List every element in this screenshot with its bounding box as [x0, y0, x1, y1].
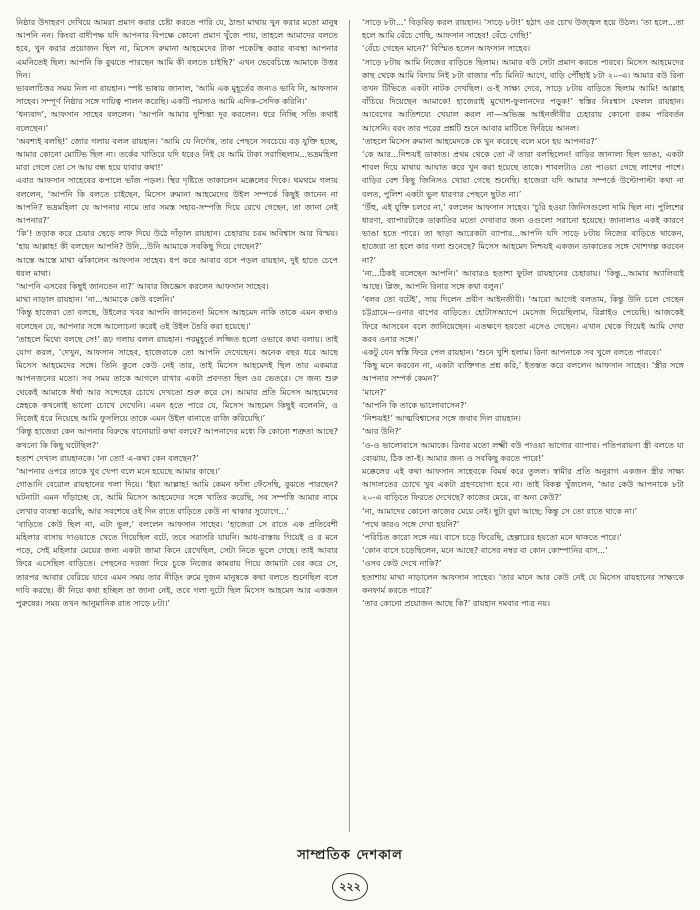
paragraph: একটু যেন স্বস্তি ফিরে পেল রায়হান। ‘শুনে খুশি হলাম। রিনা আপনাকে সব খুলে বলতে পারবে।’ — [362, 347, 662, 358]
paragraph: ‘সাড়ে ৮টা...’ বিড়বিড় করল রায়হান। ‘সাড়ে ৮টা!’ হঠাৎ ওর চোখ উজ্জ্বল হয়ে উঠল। ‘তা হলে...তা হলে আমি বেঁচে গেছি, আফসান সাহেব! বেঁচে গেছি!’ — [362, 17, 684, 41]
paragraph: মক্কেলের এই কথা আফসান সাহেবকে বিমর্ষ করে তুলল। স্বামীর প্রতি অনুরাগ একজন স্ত্রীর সাক্ষ্য আদালতের চোখে খুব একটা গ্রহণযোগ্য হবে না। তাই বিকল্প খুঁজলেন, ‘আর কেউ আপনাকে ৮টা ২০-এ বাড়িতে ফিরতে দেখেছে? কাজের মেয়ে, বা অন্য কেউ?’ — [362, 465, 684, 503]
paragraph: ‘কিন্তু হাজেরা তো বলছে, উইলের খবর আপনি জানতেন! মিসেস আহমেদ নাকি তাকে এমন কথাও বলেছেন যে, আপনার সঙ্গে আলোচনা করেই ওই উইল তৈরি করা হয়েছে।’ — [16, 307, 338, 331]
paragraph: ‘নিশ্চয়ই!’ আত্মবিশ্বাসের সঙ্গে জবাব দিল রায়হান। — [362, 413, 521, 424]
paragraph: ‘কিন্তু হাজেরা কেন আপনার বিরুদ্ধে বানোয়াট কথা বলবে? আপনাদের মধ্যে কি কোনো শত্রুতা আছে? কখনো কি কিছু ঘটেছিল?’ — [16, 426, 338, 450]
paragraph: ‘বলব তো বটেই’, সায় দিলেন প্রবীণ আইনজীবী। ‘আরো আগেই বলতাম, কিন্তু উনি চলে গেছেন চট্টগ্রামে—ওনার বাপের বাড়িতে। হোটাসঅ্যাপে মেসেজ দিয়েছিলাম, রিপ্লাইও পেয়েছি। আজকেই ফিরে আসবেন বলে জানিয়েছেন। এতক্ষণে হয়তো এসেও গেছেন। এখান থেকে গিয়েই আমি দেখা করব ওনার সঙ্গে।’ — [362, 294, 684, 344]
paragraph: ‘আর উনি?’ — [362, 426, 402, 437]
paragraph: আস্তে আস্তে মাথা ঝাঁকালেন আফসান সাহেব। ধপ করে আবার বসে পড়ল রায়হান, দুই হাতে চেপে ধরল মাথা। — [16, 254, 338, 278]
paragraph: ‘মানে?’ — [362, 386, 387, 397]
paragraph: ‘ওসব কেউ দেখে নাকি?’ — [362, 558, 442, 569]
paragraph: হতাশায় মাথা নাড়ালেন আফসান সাহেব। ‘তার মানে আর কেউ নেই যে মিসেস রায়হানের সাক্ষ্যকে কনফার্ম করতে পারে?’ — [362, 571, 684, 595]
right-column — [362, 16, 684, 836]
paragraph: ‘তাহলে মিসেস রুমানা আহমেদকে কে খুন করেছে বলে মনে হয় আপনার?’ — [362, 135, 598, 146]
paragraph: ‘উঁহু, এই যুক্তি চলবে না,’ বললেন আফসান সাহেব। ‘চুরি হওয়া জিনিসগুলো দামি ছিল না। পুলিশের ধারণা, ব্যাপারটাকে ডাকাতির মতো দেখাবার জন্য ওগুলো সরানো হয়েছে। জানালাও একই কারণে ভাঙা হতে পারে। তা ছাড়া আরেকটা ব্যাপার...আপনি যদি সাড়ে ৮টায় নিজের বাড়িতে থাকেন, হাজেরা তা হলে কার গলা শুনেছে? মিসেস আহমেদ নিশ্চয়ই একজন ডাকাতের সঙ্গে খোশগল্প করবেন না?’ — [362, 201, 684, 265]
paragraph: ‘কোন বাসে চড়েছিলেন, মনে আছে? বাসের নম্বর বা কোন কোম্পানির বাস...’ — [362, 545, 608, 556]
paragraph: ‘তার কোনো প্রয়োজন আছে কি?’ রায়হান দমবার পাত্র নয়। — [362, 597, 551, 608]
paragraph: ‘ধন্যবাদ’, আফসান সাহেব বললেন। ‘আপনি আমার দুশ্চিন্তা দূর করলেন। ধরে নিচ্ছি সতি৷ কথাই বলেছেন।’ — [16, 109, 338, 133]
page-footer — [0, 846, 700, 901]
paragraph: ‘তাহলে মিথ্যে বলছে সে!’ রূঢ় গলায় বলল রায়হান। পরমুহূর্তে লজ্জিত হলো ওভাবে কথা বলায়। তাই যোগ করল, ‘দেখুন, আফসান সাহেব, হাজেরাকে তো আপনি দেখেছেন। অনেক বছর ধরে আছে মিসেস আহমেদের সঙ্গে। তিনি কুলে কেউ নেই তার, তাই মিসেস আহমেদই ছিল তার একমাত্র আপনজনের মতো। সব সময় তাকে আগলে রাখার একটা প্রবণতা ছিল ওর ভেতরে। সে জন্য শুরু থেকেই আমাকে ঈর্ষা আর সন্দেহের চোখে দেখতো শুরু করে সে। আমার প্রতি মিসেস আহমেদের স্নেহকে কখনোই ভালো চোখে দেখেনি। এমন হতে পারে যে, মিসেস আহমেদ কিছুই বলেননি, ও নিজেই ধরে নিয়েছে আমি ফুসলিয়ে তাকে এমন উইল বানাতে রাজি করিয়েছি।’ — [16, 333, 338, 424]
paragraph: ‘আপনার ওপরে তাকে খুব খেপা বলে মনে হয়েছে আমার কাছে।’ — [16, 465, 221, 476]
paragraph: ‘সাড়ে ৮টায় আমি নিজের বাড়িতে ছিলাম। আমার বউ সেটা প্রমাণ করতে পারবে। মিসেস আহমেদের কাছ থেকে আমি বিদায় নিই ৮টা বাজার পাঁচ মিনিট আগে, বাড়ি পৌঁছাই ৮টা ২০-এ। আমার বউ রিনা তখন টিভিতে একটা নাটক দেখছিল। ও-ই সাক্ষ্য দেবে, সাড়ে ৮টায় বাড়িতে ছিলাম আমি! আল্লাহ বাঁচিয়ে দিয়েছেন আমাকে! হাজেরাই মুখোশ-ফুলানদের পড়ুক!’ স্বস্তির নিঃশ্বাস ফেলল রায়হান। আবেগের আতিশয্যে খেয়াল করল না—অভিজ্ঞ আইনজীবীর চেহারায় কোনো রকম পরিবর্তন আসেনি। বরং তার পরের প্রশ্নটি শুনে আবার মাটিতে ফিরিয়ে আনল। — [362, 56, 684, 133]
paragraph: এবার আফসান সাহেবের কপালে ভাঁজ পড়ল। স্থির দৃষ্টিতে তাকালেন মক্কেলের দিকে। থমথমে গলায় বললেন, ‘আপনি কি বলতে চাইছেন, মিসেস রুমানা আহমেদের উইল সম্পর্কে কিছুই জানেন না আপনি? ভদ্রমহিলা যে আপনার নামে তার সমস্ত সহায়-সম্পত্তি দিয়ে রেখে গেছেন, তা জানা নেই আপনার?’ — [16, 175, 338, 226]
paragraph: ‘আপনি এসবের কিছুই জানতেন না?’ আবার জিজ্ঞেস করলেন আফসান সাহেব। — [16, 281, 269, 292]
paragraph: গোঙানি বেরোল রায়হানের গলা দিয়ে। ‘ইয়া আল্লাহ! আমি কেমন ফাঁসা ফেঁসেছি, বুঝতে পারছেন? ঘটনাটা এমন দাঁড়াচ্ছে যে, আমি মিসেস আহমেদের সঙ্গে খাতির করেছি, সব সম্পত্তি আমার নামে লেখার ব্যবস্থা করেছি, আর সবশেষে ওই দিন রাতে বাড়িতে কেউ না থাকার সুযোগে...’ — [16, 479, 338, 516]
paragraph: ‘আপনি কি তাকে ভালোবাসেন?’ — [362, 399, 467, 410]
paragraph: মাথা নাড়াল রায়হান। ‘না...আমাকে কেউ বলেনি।’ — [16, 294, 175, 305]
paragraph: ‘বাড়িতে কেউ ছিল না, এটা ভুল,’ বললেন আফসান সাহেব। ‘হাজেরা সে রাতে এক প্রতিবেশী মহিলার বাসায় দাওয়াতে খেতে গিয়েছিল বটে, তবে সরাসরি যায়নি। আধ-রাস্তায় গিয়েই ও র মনে পড়ে, সেই মহিলার মেয়ের জন্য একটা জামা কিনে রেখেছিল, সেটা নিতে ভুলে গেছে। তাই আবার ফিরে এসেছিল বাড়িতে। পেছনের দরজা দিয়ে চুকে নিজের কামরায় গিয়ে জামাটা বের করে সে, তারপর আবার বেরিয়ে যাবে এমন সময় তার নীড়িং রুমে দুজন মানুষকে কথা বলতে শুনেছিল বলে দাবি করছে। কী নিয়ে কথা হচ্ছিল তা জানা নেই, তবে গলা দুটো ছিল মিসেস আহমেদ আর একজন পুরুষের। সময় তখন আনুমানিক রাত সাড়ে ৮টা।’ — [16, 518, 338, 608]
magazine-page — [16, 16, 684, 836]
paragraph: ‘পথে কারও সঙ্গে দেখা হয়নি?’ — [362, 518, 460, 529]
paragraph: ‘পরিচিত কারো সঙ্গে নয়। বাসে চড়ে ফিরেছি, হেল্পারের হয়তো মনে থাকতে পারে।’ — [362, 531, 622, 542]
paragraph: ‘কে আর...নিশ্চয়ই ডাকাত। প্রথম থেকে তো ঐ তারা বলছিলেন! বাড়ির জানালা ছিল ভাঙা, একটা শাবল দিয়ে মাথায় আঘাত করে খুন করা হয়েছে তাকে। শাবলটাও তো পাওয়া গেছে লাশের পাশে। বাড়ির বেশ কিছু জিনিসও খোয়া গেছে শুনেছি। হাজেরা যদি আমার সম্পর্কে উল্টোপাল্টা কথা না বলত, পুলিশ একটা ভুল ধারণার পেছনে ছুটত না।’ — [362, 149, 684, 199]
page-number: ২২২ — [332, 873, 368, 901]
column-divider — [349, 20, 350, 832]
paragraph: ‘বেঁচে গেছেন মানে?’ বিস্মিত হলেন আফসান সাহেব। — [362, 43, 531, 54]
paragraph: ‘কি’! তড়াক করে চেয়ার ছেড়ে লাফ দিয়ে উঠে দাঁড়াল রায়হান। চেহারায় চরম অবিশ্বাস আর বিস্ময়। ‘হায় আল্লাহ! কী বলছেন আপনি? উনি...উনি আমাকে সবকিছু দিয়ে গেছেন?’ — [16, 228, 338, 252]
paragraph: হতাশ দেখাল রায়হানকে। ‘না তো! এ-কথা কেন বলছেন?’ — [16, 452, 199, 463]
paragraph: ‘না...ঠিকই বলেছেন আপনি।’ আবারও হতাশা ফুটল রায়হানের চেহারায়। ‘কিন্তু...আমার অ্যালিবাই আছে। প্লিজ, আপনি রিনার সঙ্গে কথা বলুন।’ — [362, 267, 684, 292]
paragraph: ‘কিছু মনে করবেন না, একটা ব্যক্তিগত প্রশ্ন করি,’ ইতস্তত করে বললেন আফসান সাহেব। ‘স্ত্রীর সঙ্গে আপনার সম্পর্ক কেমন?’ — [362, 360, 684, 384]
left-column — [16, 16, 338, 836]
paragraph: ‘না, আমাদের কোনো কাজের মেয়ে নেই। ছুটা বুয়া আছে; কিন্তু সে তো রাতে থাকে না।’ — [362, 505, 638, 516]
magazine-name: সাম্প্রতিক দেশকাল — [297, 848, 403, 863]
paragraph: ভাবলাচিত্তর সময় নিল না রায়হান। স্পষ্ট ভাষায় জানাল, ‘আমি এক মুহূর্তের জন্যও ভাবি নি, আফসান সাহেব। সম্পূর্ণ নিষ্ঠার সঙ্গে দায়িত্ব পালন করেছি। একটি পয়সাও আমি এদিক-সেদিক করিনি।’ — [16, 83, 338, 107]
paragraph: ‘ও-ও ভালোবাসে আমাকে। রিনার মতো লক্ষ্মী বউ পাওয়া ভাগ্যের ব্যাপার। পতিপরায়ণা স্ত্রী বলতে যা বোঝায়, ঠিক তা-ই। আমার জন্য ও সবকিছু করতে পারে!’ — [362, 439, 684, 463]
paragraph: নিষ্ঠার উদাহরণ দেখিয়ে আমরা প্রমাণ করার চেষ্টা করতে পারি যে, ঠান্ডা মাথায় খুন করার মতো মানুষ আপনি নন। কিংবা বাদীপক্ষ যদি আপনার বিপক্ষে কোনো প্রমাণ খুঁজে পায়, তাহলে আমাদের বলতে হবে, খুন করার প্রয়োজন ছিল না, মিসেস রুমানা আহমেদের টাকা পকেটস্থ করার ব্যবস্থা আপনার এমনিতেই ছিল। আপনি কি বুঝতে পারছেন আমি কী বলতে চাইছি?’ এখন ভেবেচিন্তে আমাকে উত্তর দিন। — [16, 17, 338, 80]
paragraph: ‘অবশ্যই বলছি!’ জোর গলায় বলল রায়হান। ‘আমি যে নির্দোষ, তার পেছনে সবচেয়ে বড় যুক্তি হচ্ছে, আমার কোনো মোটিভ ছিল না। তর্কের খাতিরে যদি ধরেও নিই যে আমি টাকা সরাচ্ছিলাম...ভদ্রমহিলা মারা গেলে তো সে আয় বন্ধ হয়ে যাবার কথা!’ — [16, 135, 338, 173]
